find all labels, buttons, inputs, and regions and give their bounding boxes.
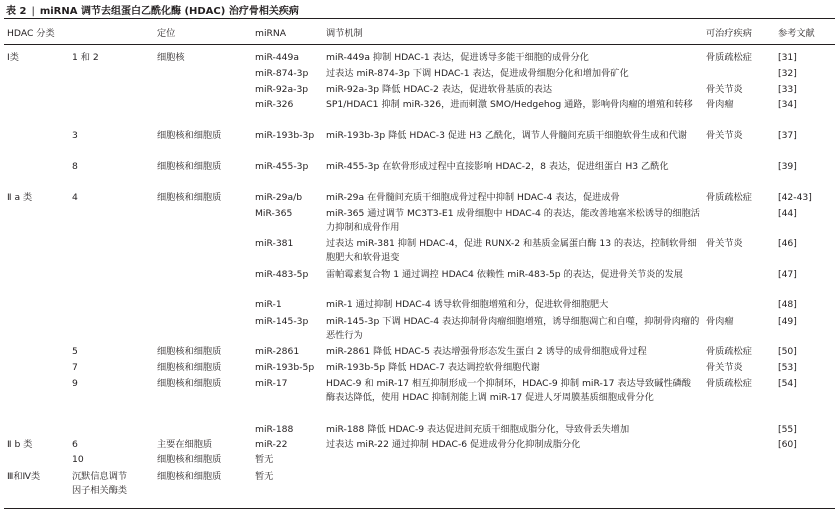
table-cell-ref: [48]	[778, 299, 797, 310]
table-cell-location: 细胞核和细胞质	[157, 161, 222, 172]
table-cell-class: Ⅱ b 类	[7, 439, 33, 450]
header-mirna: miRNA	[255, 28, 287, 39]
table-cell-disease: 骨关节炎	[706, 84, 743, 95]
table-cell-location: 主要在细胞质	[157, 439, 213, 450]
table-cell-disease: 骨肉瘤	[706, 99, 734, 110]
table-cell-mechanism: miR-29a 在骨髓间充质干细胞成骨过程中抑制 HDAC-4 表达，促进成骨	[326, 192, 620, 203]
table-cell-disease: 骨关节炎	[706, 362, 743, 373]
table-cell-class: Ⅰ类	[7, 52, 19, 63]
table-cell-mirna: miR-2861	[255, 346, 300, 357]
table-cell-disease: 骨质疏松症	[706, 346, 752, 357]
table-cell-mechanism: miR-145-3p 下调 HDAC-4 表达抑制骨肉瘤细胞增殖，诱导细胞凋亡和自噬，抑制骨肉瘤的恶性行为	[326, 316, 700, 341]
table-cell-class: Ⅲ和Ⅳ类	[7, 471, 41, 482]
table-cell-ref: [34]	[778, 99, 797, 110]
table-cell-ref: [31]	[778, 52, 797, 63]
table-cell-mirna: miR-145-3p	[255, 316, 309, 327]
table-cell-disease: 骨质疏松症	[706, 192, 752, 203]
header-mechanism: 调节机制	[326, 28, 363, 39]
table-cell-mechanism: miR-92a-3p 降低 HDAC-2 表达，促进软骨基质的表达	[326, 84, 553, 95]
table-cell-mechanism: miR-365 通过调节 MC3T3-E1 成骨细胞中 HDAC-4 的表达，能改善地塞米松诱导的细胞活力抑制和成骨作用	[326, 208, 700, 233]
table-cell-mechanism: miR-1 通过抑制 HDAC-4 诱导软骨细胞增殖和分，促进软骨细胞肥大	[326, 299, 609, 310]
table-title: miRNA 调节去组蛋白乙酰化酶 (HDAC) 治疗骨相关疾病	[39, 6, 299, 17]
table-cell-mechanism: miR-193b-5p 降低 HDAC-7 表达调控软骨细胞代谢	[326, 362, 540, 373]
table-cell-mirna: miR-381	[255, 238, 294, 249]
table-cell-disease: 骨关节炎	[706, 130, 743, 141]
table-header-rule	[4, 44, 835, 45]
table-cell-ref: [53]	[778, 362, 797, 373]
table-cell-location: 细胞核和细胞质	[157, 362, 222, 373]
table-cell-disease: 骨质疏松症	[706, 378, 752, 389]
table-cell-disease: 骨质疏松症	[706, 52, 752, 63]
table-cell-mirna: miR-455-3p	[255, 161, 309, 172]
table-cell-num: 8	[72, 161, 78, 172]
table-cell-mirna: 暂无	[255, 471, 274, 482]
table-top-rule	[4, 18, 835, 19]
table-bottom-rule	[4, 508, 835, 509]
table-cell-mirna: miR-1	[255, 299, 282, 310]
table-cell-mirna: miR-92a-3p	[255, 84, 309, 95]
table-number: 表 2	[6, 6, 27, 17]
table-cell-mechanism: 过表达 miR-22 通过抑制 HDAC-6 促进成骨分化抑制成脂分化	[326, 439, 581, 450]
table-cell-location: 细胞核和细胞质	[157, 192, 222, 203]
table-cell-mechanism: miR-2861 降低 HDAC-5 表达增强骨形态发生蛋白 2 诱导的成骨细胞成骨过程	[326, 346, 647, 357]
table-cell-num: 5	[72, 346, 78, 357]
table-cell-num: 10	[72, 454, 84, 465]
table-cell-mechanism: 雷帕霉素复合物 1 通过调控 HDAC4 依赖性 miR-483-5p 的表达，促进骨关节炎的发展	[326, 269, 683, 280]
table-cell-mirna: MiR-365	[255, 208, 293, 219]
table-cell-ref: [42-43]	[778, 192, 812, 203]
table-cell-num: 4	[72, 192, 78, 203]
caption-separator: |	[31, 6, 35, 17]
header-location: 定位	[157, 28, 176, 39]
table-cell-ref: [55]	[778, 424, 797, 435]
table-cell-mechanism: miR-193b-3p 降低 HDAC-3 促进 H3 乙酰化，调节人骨髓间充质干细胞软骨生成和代谢	[326, 130, 687, 141]
table-cell-mechanism: miR-188 降低 HDAC-9 表达促进间充质干细胞成脂分化，导致骨丢失增加	[326, 424, 630, 435]
table-cell-disease: 骨肉瘤	[706, 316, 734, 327]
table-cell-location: 细胞核和细胞质	[157, 130, 222, 141]
table-cell-class: Ⅱ a 类	[7, 192, 33, 203]
table-cell-ref: [39]	[778, 161, 797, 172]
table-caption	[6, 2, 299, 17]
table-cell-num: 沉默信息调节因子相关酶类	[72, 471, 128, 496]
table-cell-ref: [49]	[778, 316, 797, 327]
table-cell-ref: [37]	[778, 130, 797, 141]
header-disease: 可治疗疾病	[706, 28, 752, 39]
table-cell-num: 1 和 2	[72, 52, 99, 63]
table-cell-mirna: miR-22	[255, 439, 288, 450]
table-cell-mirna: miR-193b-5p	[255, 362, 315, 373]
table-cell-ref: [44]	[778, 208, 797, 219]
table-cell-mechanism: miR-449a 抑制 HDAC-1 表达，促进诱导多能干细胞的成骨分化	[326, 52, 589, 63]
table-cell-mirna: miR-326	[255, 99, 294, 110]
table-cell-num: 9	[72, 378, 78, 389]
table-cell-mechanism: 过表达 miR-381 抑制 HDAC-4，促进 RUNX-2 和基质金属蛋白酶 13 的表达，控制软骨细胞肥大和软骨退变	[326, 238, 697, 263]
table-cell-num: 6	[72, 439, 78, 450]
table-cell-mirna: miR-188	[255, 424, 294, 435]
table-cell-ref: [50]	[778, 346, 797, 357]
table-cell-ref: [47]	[778, 269, 797, 280]
table-cell-mirna: miR-483-5p	[255, 269, 309, 280]
table-cell-mirna: miR-193b-3p	[255, 130, 315, 141]
table-cell-num: 7	[72, 362, 78, 373]
table-cell-location: 细胞核和细胞质	[157, 378, 222, 389]
table-cell-ref: [54]	[778, 378, 797, 389]
table-cell-location: 细胞核和细胞质	[157, 471, 222, 482]
table-cell-location: 细胞核和细胞质	[157, 346, 222, 357]
header-hdac-class: HDAC 分类	[7, 28, 55, 39]
table-cell-disease: 骨关节炎	[706, 238, 743, 249]
header-refs: 参考文献	[778, 28, 815, 39]
table-cell-num: 3	[72, 130, 78, 141]
table-cell-ref: [46]	[778, 238, 797, 249]
table-cell-mechanism: 过表达 miR-874-3p 下调 HDAC-1 表达，促进成骨细胞分化和增加骨矿化	[326, 68, 629, 79]
table-cell-mechanism: HDAC-9 和 miR-17 相互抑制形成一个抑制环，HDAC-9 抑制 miR-17 表达导致碱性磷酸酶表达降低，使用 HDAC 抑制剂能上调 miR-17 促进人牙周膜基质细胞成骨分化	[326, 378, 691, 403]
table-cell-mirna: 暂无	[255, 454, 274, 465]
table-cell-mechanism: miR-455-3p 在软骨形成过程中直接影响 HDAC-2，8 表达，促进组蛋白 H3 乙酰化	[326, 161, 669, 172]
table-cell-ref: [60]	[778, 439, 797, 450]
table-cell-mirna: miR-874-3p	[255, 68, 309, 79]
table-cell-location: 细胞核和细胞质	[157, 454, 222, 465]
table-cell-mirna: miR-17	[255, 378, 288, 389]
table-cell-mechanism: SP1/HDAC1 抑制 miR-326，进而刺激 SMO/Hedgehog 通路，影响骨肉瘤的增殖和转移	[326, 99, 693, 110]
table-cell-location: 细胞核	[157, 52, 185, 63]
table-cell-ref: [32]	[778, 68, 797, 79]
table-cell-ref: [33]	[778, 84, 797, 95]
table-cell-mirna: miR-29a/b	[255, 192, 303, 203]
table-cell-mirna: miR-449a	[255, 52, 299, 63]
